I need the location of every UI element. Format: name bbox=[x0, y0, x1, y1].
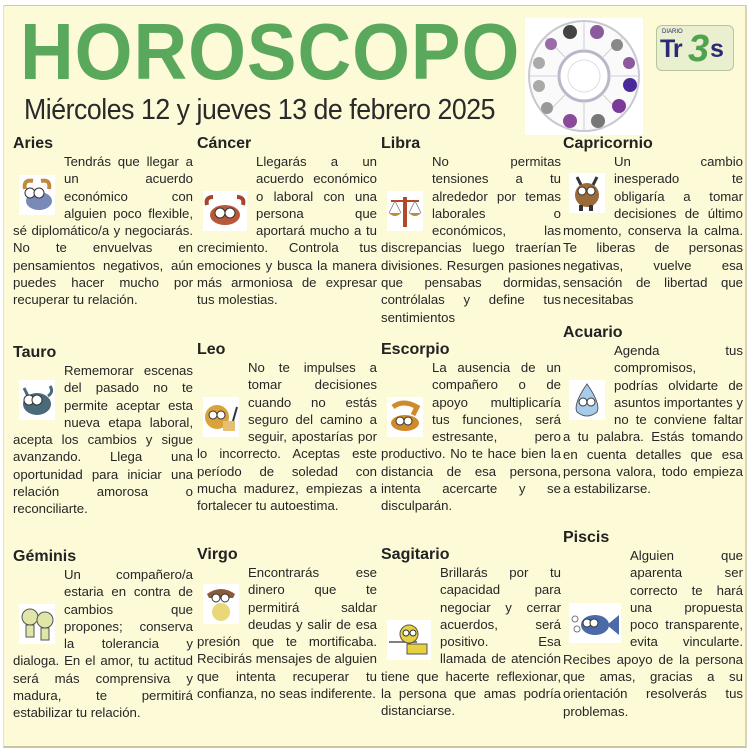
sign-text: La ausencia de un compañero o de apoyo multiplicaría tus funciones, será estresante, pero productivo. No te hace bien la distancia de esa persona, intenta acercarte y se disculparán. bbox=[381, 360, 561, 514]
logo-small-text: DIARIO bbox=[662, 29, 683, 35]
scorpion-icon bbox=[387, 397, 423, 437]
sign-name: Tauro bbox=[13, 344, 57, 361]
scales-icon bbox=[387, 191, 423, 231]
twins-icon bbox=[19, 604, 55, 644]
logo-text-mid: 3 bbox=[688, 28, 710, 70]
sign-leo bbox=[197, 341, 377, 515]
sign-aries bbox=[13, 135, 193, 309]
sign-text: Llegarás a un acuerdo económico o laboral con una persona que aportará mucho a tu crecimiento. Controla tus emociones y busca la manera más armoniosa de expresar tus molestias. bbox=[197, 154, 377, 308]
sign-name: Libra bbox=[381, 135, 421, 152]
sign-text: Alguien que aparenta ser correcto te hará una propuesta poco transparente, evita vincularte. Recibes apoyo de la persona que amas, gracias a su orientación resolverás tus problemas. bbox=[563, 548, 743, 719]
zodiac-wheel-icon bbox=[525, 18, 643, 135]
sign-piscis bbox=[563, 529, 743, 720]
sign-text: Agenda tus compromisos, podrías olvidarte de asuntos importantes y no te conviene faltar a tu palabra. Estás tomando en cuenta detalles que esa persona valora, todo empieza a estabilizarse. bbox=[563, 343, 744, 497]
bull-icon bbox=[19, 380, 55, 420]
archer-icon bbox=[387, 620, 431, 660]
sign-name: Piscis bbox=[563, 529, 610, 546]
sign-name: Cáncer bbox=[197, 135, 252, 152]
sign-name: Acuario bbox=[563, 324, 623, 341]
sign-name: Capricornio bbox=[563, 135, 653, 152]
sign-name: Virgo bbox=[197, 546, 238, 563]
page-title: HOROSCOPO bbox=[20, 7, 521, 96]
water-drop-icon bbox=[569, 380, 605, 420]
sign-geminis bbox=[13, 548, 193, 722]
logo-text-right: s bbox=[710, 35, 724, 63]
lion-icon bbox=[203, 397, 239, 437]
date-subtitle: Miércoles 12 y jueves 13 de febrero 2025 bbox=[24, 94, 496, 126]
sign-capricornio bbox=[563, 135, 743, 309]
diario-tres-logo bbox=[656, 25, 734, 71]
sign-text: Tendrás que llegar a un acuerdo económico con alguien poco flexible, sé diplomático/a y negociarás. No te envuelvas en pensamientos negativos, aún puedes hacer mucho por recuperar tu relación. bbox=[13, 154, 193, 308]
goat-icon bbox=[569, 173, 605, 213]
maiden-icon bbox=[203, 584, 239, 624]
sign-text: Brillarás por tu capacidad para negociar y cerrar acuerdos, será positivo. Esa llamada de atención tiene que hacerte reflexionar, la persona que amas podría distanciarse. bbox=[381, 565, 561, 719]
sign-libra bbox=[381, 135, 561, 326]
sign-virgo bbox=[197, 546, 377, 702]
sign-tauro bbox=[13, 344, 193, 518]
sign-escorpio bbox=[381, 341, 561, 515]
sign-text: No permitas tensiones a tu alrededor por temas laborales o económicos, las discrepancias luego traerían divisiones. Resurgen pasiones que pensabas dormidas, contrólalas y define tus sentimientos bbox=[381, 154, 561, 325]
sign-name: Leo bbox=[197, 341, 226, 358]
ram-icon bbox=[19, 175, 55, 215]
sign-name: Géminis bbox=[13, 548, 77, 565]
sign-cancer bbox=[197, 135, 377, 309]
sign-name: Sagitario bbox=[381, 546, 450, 563]
fish-icon bbox=[569, 603, 621, 643]
sign-name: Escorpio bbox=[381, 341, 450, 358]
sign-text: No te impulses a tomar decisiones cuando no estás seguro del camino a seguir, apostarías por lo incorrecto. Aceptas este período de soledad con mucha madurez, empiezas a fortalecer tu autoestima. bbox=[197, 360, 377, 514]
logo-text-left: Tr bbox=[660, 35, 682, 63]
sign-name: Aries bbox=[13, 135, 54, 152]
sign-text: Rememorar escenas del pasado no te permite aceptar esta nueva etapa laboral, acepta los cambios y sigue avanzando. Llega una oportunidad para iniciar una relación amorosa o reconciliarte. bbox=[13, 363, 193, 517]
sign-text: Un cambio inesperado te obligaría a tomar decisiones de último momento, conserva la calma. Te liberas de personas negativas, vuelve esa sensación de libertad que necesitabas bbox=[563, 154, 743, 308]
sign-text: Un compañero/a estaria en contra de cambios que propones; conserva la tolerancia y dialoga. En el amor, tu actitud será más comprensiva y madura, te permitirá estabilizar tu relación. bbox=[13, 567, 193, 721]
crab-icon bbox=[203, 191, 247, 231]
sign-sagitario bbox=[381, 546, 561, 720]
sign-text: Encontrarás ese dinero que te permitirá saldar deudas y salir de esa presión que te mortificaba. Recibirás mensajes de alguien que intenta recuperar tu confianza, no seas indiferente. bbox=[197, 565, 377, 702]
sign-acuario bbox=[563, 324, 743, 498]
